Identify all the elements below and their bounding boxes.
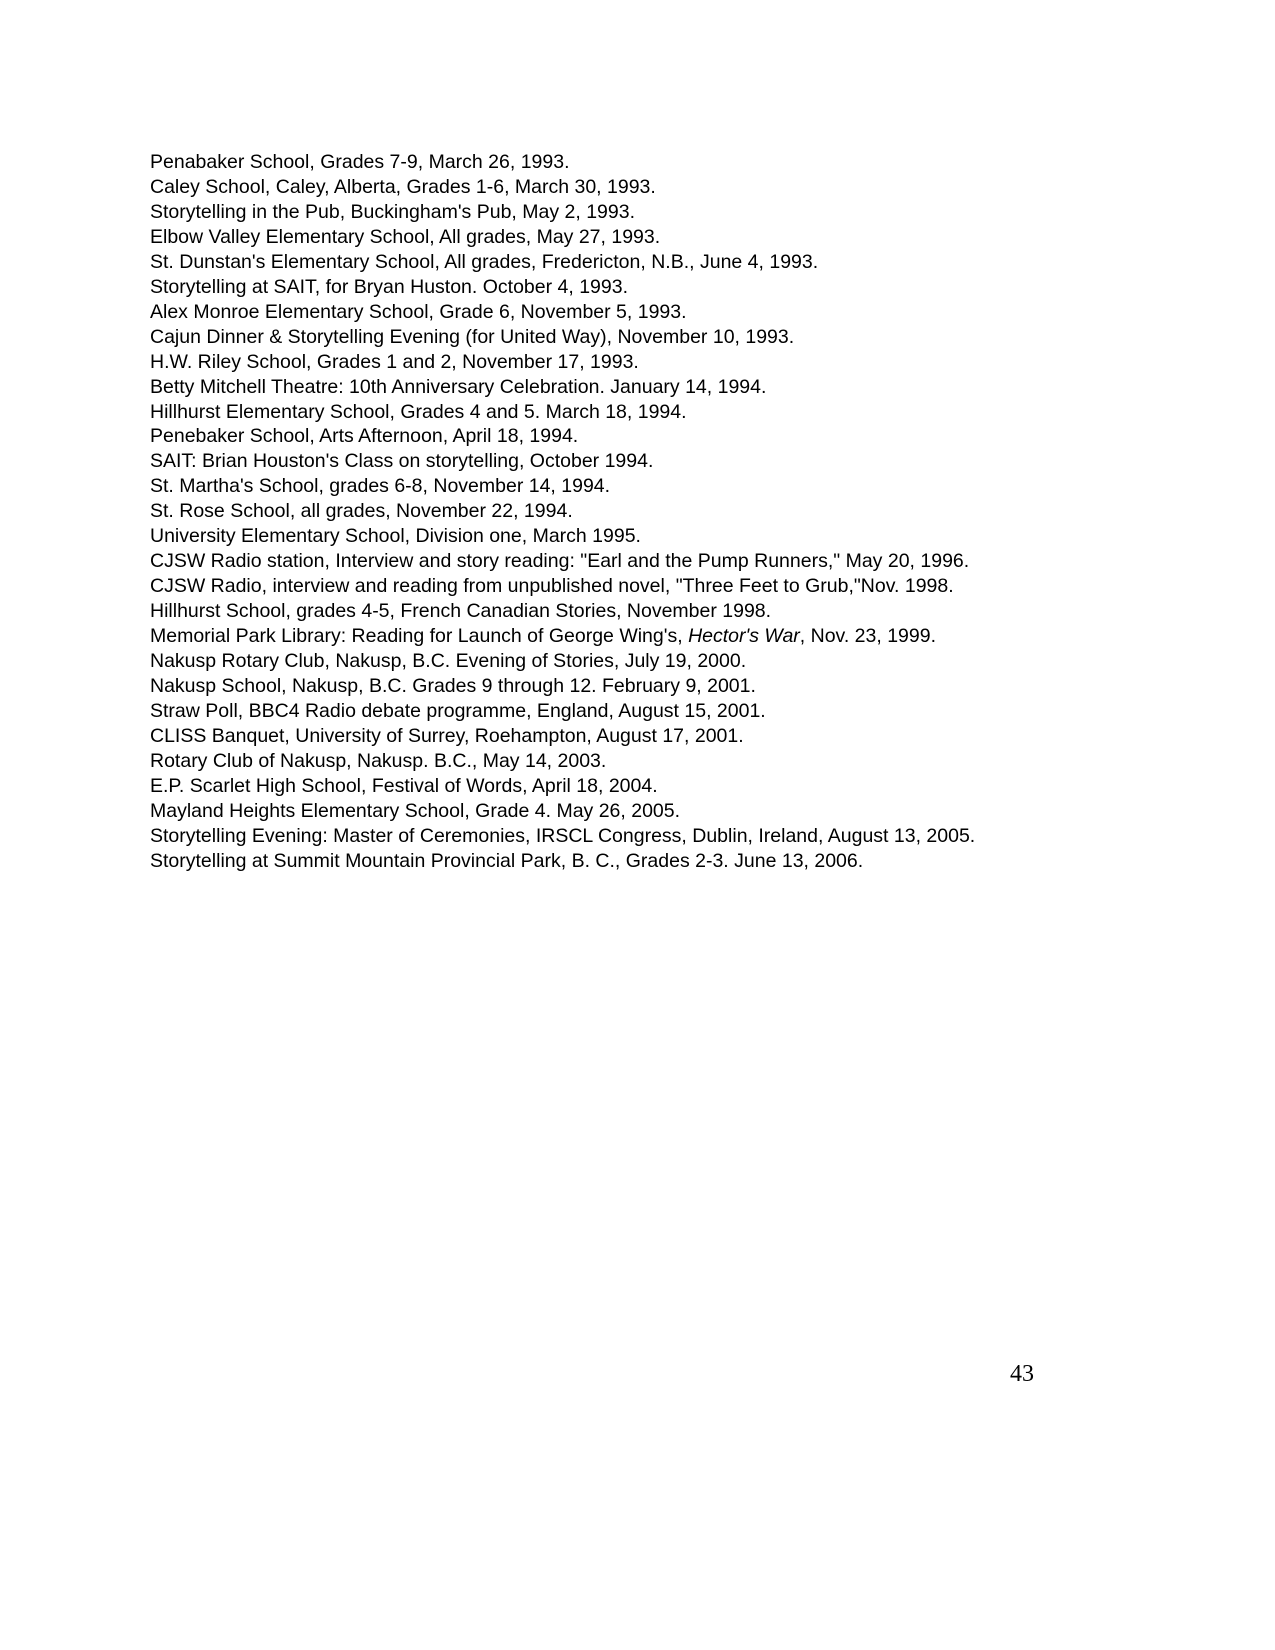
list-item: Hillhurst Elementary School, Grades 4 and 5. March 18, 1994. xyxy=(150,400,687,423)
list-item: SAIT: Brian Houston's Class on storytelling, October 1994. xyxy=(150,450,654,473)
list-item: E.P. Scarlet High School, Festival of Words, April 18, 2004. xyxy=(150,774,658,797)
list-item: Hillhurst School, grades 4-5, French Canadian Stories, November 1998. xyxy=(150,600,772,623)
list-item-text: Memorial Park Library: Reading for Launch of George Wing's, xyxy=(150,625,689,648)
list-item: Alex Monroe Elementary School, Grade 6, November 5, 1993. xyxy=(150,300,687,323)
list-item-text: , Nov. 23, 1999. xyxy=(799,625,937,648)
list-item: CLISS Banquet, University of Surrey, Roehampton, August 17, 2001. xyxy=(150,724,744,747)
book-title: Hector's War xyxy=(688,625,800,648)
list-item: CJSW Radio station, Interview and story reading: "Earl and the Pump Runners," May 20, 1996. xyxy=(150,550,970,573)
engagement-list xyxy=(150,150,1150,874)
list-item: CJSW Radio, interview and reading from unpublished novel, "Three Feet to Grub,"Nov. 1998. xyxy=(150,575,954,598)
list-item: Nakusp School, Nakusp, B.C. Grades 9 through 12. February 9, 2001. xyxy=(150,675,756,698)
list-item: Storytelling at Summit Mountain Provincial Park, B. C., Grades 2-3. June 13, 2006. xyxy=(150,849,864,872)
page-number: 43 xyxy=(1010,1361,1034,1387)
list-item: Cajun Dinner & Storytelling Evening (for United Way), November 10, 1993. xyxy=(150,325,795,348)
list-item: St. Rose School, all grades, November 22, 1994. xyxy=(150,500,573,523)
list-item: Storytelling Evening: Master of Ceremonies, IRSCL Congress, Dublin, Ireland, August 13, 2005. xyxy=(150,824,976,847)
list-item: Nakusp Rotary Club, Nakusp, B.C. Evening of Stories, July 19, 2000. xyxy=(150,650,747,673)
list-item: Penebaker School, Arts Afternoon, April 18, 1994. xyxy=(150,425,579,448)
list-item: H.W. Riley School, Grades 1 and 2, November 17, 1993. xyxy=(150,350,639,373)
list-item: Mayland Heights Elementary School, Grade 4. May 26, 2005. xyxy=(150,799,681,822)
list-item: Straw Poll, BBC4 Radio debate programme, England, August 15, 2001. xyxy=(150,699,766,722)
list-item: Elbow Valley Elementary School, All grades, May 27, 1993. xyxy=(150,225,661,248)
list-item: Storytelling in the Pub, Buckingham's Pub, May 2, 1993. xyxy=(150,200,635,223)
list-item: Betty Mitchell Theatre: 10th Anniversary Celebration. January 14, 1994. xyxy=(150,375,767,398)
list-item: St. Martha's School, grades 6-8, November 14, 1994. xyxy=(150,475,611,498)
list-item xyxy=(150,624,1150,649)
list-item: Caley School, Caley, Alberta, Grades 1-6, March 30, 1993. xyxy=(150,175,656,198)
list-item: St. Dunstan's Elementary School, All grades, Fredericton, N.B., June 4, 1993. xyxy=(150,250,819,273)
list-item: Penabaker School, Grades 7-9, March 26, 1993. xyxy=(150,151,570,173)
list-item: Storytelling at SAIT, for Bryan Huston. October 4, 1993. xyxy=(150,275,628,298)
list-item: University Elementary School, Division one, March 1995. xyxy=(150,525,641,548)
list-item: Rotary Club of Nakusp, Nakusp. B.C., May 14, 2003. xyxy=(150,749,607,772)
